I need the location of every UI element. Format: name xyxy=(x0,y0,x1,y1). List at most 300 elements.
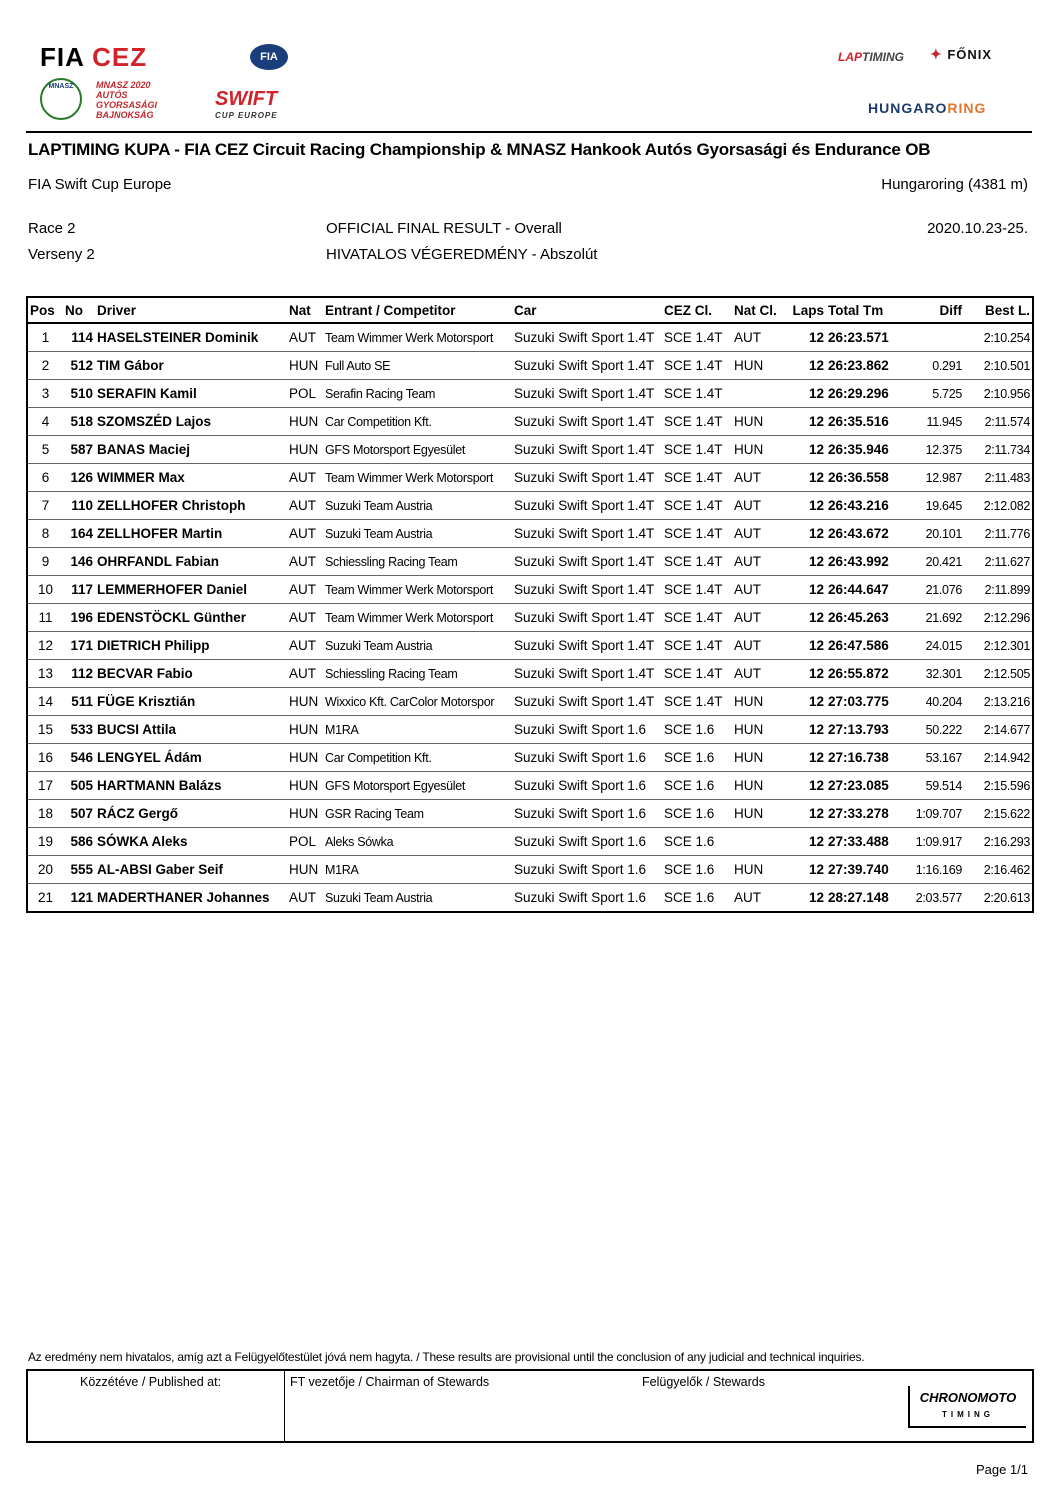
cell-diff: 20.421 xyxy=(898,548,964,576)
cell-car: Suzuki Swift Sport 1.4T xyxy=(512,323,662,352)
cell-nat-class: HUN xyxy=(732,408,788,436)
cell-no: 110 xyxy=(63,492,95,520)
cell-best-lap: 2:10.501 xyxy=(964,352,1033,380)
cell-driver: BUCSI Attila xyxy=(95,716,287,744)
cell-best-lap: 2:12.505 xyxy=(964,660,1033,688)
cell-no: 164 xyxy=(63,520,95,548)
cell-nat-class: HUN xyxy=(732,352,788,380)
cell-best-lap: 2:14.677 xyxy=(964,716,1033,744)
cell-diff: 1:16.169 xyxy=(898,856,964,884)
cell-best-lap: 2:11.627 xyxy=(964,548,1033,576)
table-row xyxy=(27,604,1033,632)
cell-total-time: 26:29.296 xyxy=(826,380,898,408)
track-name: Hungaroring (4381 m) xyxy=(881,176,1028,193)
cell-driver: DIETRICH Philipp xyxy=(95,632,287,660)
cell-laps: 12 xyxy=(788,352,826,380)
cell-diff: 0.291 xyxy=(898,352,964,380)
event-date: 2020.10.23-25. xyxy=(927,220,1028,237)
cell-no: 512 xyxy=(63,352,95,380)
cell-laps: 12 xyxy=(788,548,826,576)
cell-nat: AUT xyxy=(287,520,323,548)
cell-driver: ZELLHOFER Christoph xyxy=(95,492,287,520)
cell-laps: 12 xyxy=(788,884,826,913)
cell-nat-class: HUN xyxy=(732,772,788,800)
cell-pos: 12 xyxy=(27,632,63,660)
col-diff: Diff xyxy=(898,297,964,323)
cell-cez-class: SCE 1.6 xyxy=(662,800,732,828)
cell-entrant: Schiessling Racing Team xyxy=(323,660,512,688)
cell-pos: 14 xyxy=(27,688,63,716)
cell-no: 518 xyxy=(63,408,95,436)
cell-pos: 20 xyxy=(27,856,63,884)
page-number: Page 1/1 xyxy=(975,1462,1028,1477)
cell-nat: AUT xyxy=(287,548,323,576)
cell-car: Suzuki Swift Sport 1.6 xyxy=(512,884,662,913)
cell-diff: 19.645 xyxy=(898,492,964,520)
table-row xyxy=(27,884,1033,913)
cell-pos: 21 xyxy=(27,884,63,913)
cell-laps: 12 xyxy=(788,828,826,856)
cell-car: Suzuki Swift Sport 1.6 xyxy=(512,828,662,856)
cell-nat: AUT xyxy=(287,492,323,520)
table-row xyxy=(27,800,1033,828)
cell-total-time: 27:23.085 xyxy=(826,772,898,800)
cell-best-lap: 2:12.082 xyxy=(964,492,1033,520)
cell-best-lap: 2:11.899 xyxy=(964,576,1033,604)
cell-nat: AUT xyxy=(287,576,323,604)
cell-entrant: GFS Motorsport Egyesület xyxy=(323,772,512,800)
cell-best-lap: 2:15.622 xyxy=(964,800,1033,828)
cell-driver: FÜGE Krisztián xyxy=(95,688,287,716)
cell-total-time: 26:55.872 xyxy=(826,660,898,688)
cell-no: 196 xyxy=(63,604,95,632)
cell-entrant: Suzuki Team Austria xyxy=(323,632,512,660)
cell-no: 507 xyxy=(63,800,95,828)
col-cez-class: CEZ Cl. xyxy=(662,297,732,323)
cell-car: Suzuki Swift Sport 1.4T xyxy=(512,520,662,548)
col-best-lap: Best L. xyxy=(964,297,1033,323)
cell-cez-class: SCE 1.4T xyxy=(662,520,732,548)
cell-total-time: 26:43.672 xyxy=(826,520,898,548)
result-label-hu: HIVATALOS VÉGEREDMÉNY - Abszolút xyxy=(326,246,598,263)
col-car: Car xyxy=(512,297,662,323)
cell-nat: AUT xyxy=(287,464,323,492)
cell-cez-class: SCE 1.4T xyxy=(662,380,732,408)
cell-cez-class: SCE 1.6 xyxy=(662,856,732,884)
cell-total-time: 27:39.740 xyxy=(826,856,898,884)
cell-cez-class: SCE 1.4T xyxy=(662,632,732,660)
col-driver: Driver xyxy=(95,297,287,323)
cell-nat-class: AUT xyxy=(732,323,788,352)
cell-entrant: Car Competition Kft. xyxy=(323,744,512,772)
cell-best-lap: 2:14.942 xyxy=(964,744,1033,772)
cell-nat: HUN xyxy=(287,408,323,436)
cell-laps: 12 xyxy=(788,604,826,632)
series-name: FIA Swift Cup Europe xyxy=(28,176,172,193)
cell-laps: 12 xyxy=(788,323,826,352)
cell-driver: SERAFIN Kamil xyxy=(95,380,287,408)
cell-total-time: 28:27.148 xyxy=(826,884,898,913)
cell-driver: EDENSTÖCKL Günther xyxy=(95,604,287,632)
cell-diff: 40.204 xyxy=(898,688,964,716)
cell-total-time: 26:43.992 xyxy=(826,548,898,576)
cell-nat-class: AUT xyxy=(732,576,788,604)
cell-diff: 1:09.707 xyxy=(898,800,964,828)
cell-nat-class: AUT xyxy=(732,632,788,660)
cell-nat: AUT xyxy=(287,632,323,660)
cell-nat-class: AUT xyxy=(732,884,788,913)
cell-nat: AUT xyxy=(287,604,323,632)
cell-best-lap: 2:11.483 xyxy=(964,464,1033,492)
cell-pos: 3 xyxy=(27,380,63,408)
cell-cez-class: SCE 1.4T xyxy=(662,408,732,436)
cell-no: 126 xyxy=(63,464,95,492)
cell-diff: 12.375 xyxy=(898,436,964,464)
cell-pos: 15 xyxy=(27,716,63,744)
cell-entrant: Schiessling Racing Team xyxy=(323,548,512,576)
cell-car: Suzuki Swift Sport 1.6 xyxy=(512,800,662,828)
cell-pos: 8 xyxy=(27,520,63,548)
cell-driver: AL-ABSI Gaber Seif xyxy=(95,856,287,884)
table-row xyxy=(27,408,1033,436)
cell-no: 505 xyxy=(63,772,95,800)
cell-diff: 59.514 xyxy=(898,772,964,800)
cell-car: Suzuki Swift Sport 1.4T xyxy=(512,380,662,408)
cell-nat: POL xyxy=(287,828,323,856)
cell-no: 117 xyxy=(63,576,95,604)
table-row xyxy=(27,323,1033,352)
mnasz-logo: MNASZ xyxy=(40,78,82,120)
cell-car: Suzuki Swift Sport 1.4T xyxy=(512,688,662,716)
cell-entrant: Car Competition Kft. xyxy=(323,408,512,436)
cell-nat-class: AUT xyxy=(732,520,788,548)
cell-pos: 9 xyxy=(27,548,63,576)
cell-pos: 5 xyxy=(27,436,63,464)
cell-laps: 12 xyxy=(788,632,826,660)
cell-pos: 4 xyxy=(27,408,63,436)
cell-laps: 12 xyxy=(788,520,826,548)
table-row xyxy=(27,380,1033,408)
cell-diff: 53.167 xyxy=(898,744,964,772)
cell-entrant: Full Auto SE xyxy=(323,352,512,380)
table-row xyxy=(27,688,1033,716)
cell-nat-class: AUT xyxy=(732,492,788,520)
table-row xyxy=(27,772,1033,800)
cell-best-lap: 2:16.293 xyxy=(964,828,1033,856)
cell-pos: 1 xyxy=(27,323,63,352)
cell-pos: 13 xyxy=(27,660,63,688)
cell-entrant: Team Wimmer Werk Motorsport xyxy=(323,576,512,604)
cell-cez-class: SCE 1.4T xyxy=(662,576,732,604)
hungaroring-logo: HUNGARORING xyxy=(868,100,987,116)
cell-nat: HUN xyxy=(287,856,323,884)
cell-driver: WIMMER Max xyxy=(95,464,287,492)
cell-best-lap: 2:11.734 xyxy=(964,436,1033,464)
col-entrant: Entrant / Competitor xyxy=(323,297,512,323)
cell-driver: RÁCZ Gergő xyxy=(95,800,287,828)
cell-pos: 7 xyxy=(27,492,63,520)
cell-car: Suzuki Swift Sport 1.4T xyxy=(512,492,662,520)
cell-diff: 11.945 xyxy=(898,408,964,436)
published-at-label: Közzétéve / Published at: xyxy=(80,1375,222,1389)
cell-nat: AUT xyxy=(287,884,323,913)
disclaimer: Az eredmény nem hivatalos, amíg azt a Felügyelőtestület jóvá nem hagyta. / These results are provisional until the conclusion of any judicial and technical inquiries. xyxy=(28,1350,865,1364)
table-row xyxy=(27,492,1033,520)
cell-pos: 2 xyxy=(27,352,63,380)
table-header-row xyxy=(27,297,1033,323)
cell-entrant: Wixxico Kft. CarColor Motorspor xyxy=(323,688,512,716)
cell-nat: HUN xyxy=(287,772,323,800)
table-row xyxy=(27,744,1033,772)
cell-cez-class: SCE 1.6 xyxy=(662,716,732,744)
cell-car: Suzuki Swift Sport 1.6 xyxy=(512,716,662,744)
cell-diff: 21.692 xyxy=(898,604,964,632)
fia-logo: FIA xyxy=(250,44,288,70)
cell-nat-class: AUT xyxy=(732,464,788,492)
cell-driver: TIM Gábor xyxy=(95,352,287,380)
cell-diff xyxy=(898,323,964,352)
cell-pos: 16 xyxy=(27,744,63,772)
cell-cez-class: SCE 1.4T xyxy=(662,660,732,688)
cell-no: 587 xyxy=(63,436,95,464)
cell-pos: 18 xyxy=(27,800,63,828)
cell-driver: SÓWKA Aleks xyxy=(95,828,287,856)
autos-gyorsasagi-logo: MNASZ 2020 AUTÓS GYORSASÁGI BAJNOKSÁG xyxy=(96,80,158,120)
swift-cup-logo: SWIFT CUP EUROPE xyxy=(215,88,278,120)
cell-cez-class: SCE 1.4T xyxy=(662,688,732,716)
cell-pos: 17 xyxy=(27,772,63,800)
cell-laps: 12 xyxy=(788,408,826,436)
cell-nat-class: HUN xyxy=(732,856,788,884)
cell-diff: 5.725 xyxy=(898,380,964,408)
cell-total-time: 26:45.263 xyxy=(826,604,898,632)
cell-total-time: 26:23.862 xyxy=(826,352,898,380)
cell-nat-class: HUN xyxy=(732,688,788,716)
cell-driver: HARTMANN Balázs xyxy=(95,772,287,800)
cell-nat: AUT xyxy=(287,323,323,352)
cell-cez-class: SCE 1.4T xyxy=(662,464,732,492)
cell-entrant: M1RA xyxy=(323,716,512,744)
cell-nat-class: AUT xyxy=(732,548,788,576)
cell-nat-class: HUN xyxy=(732,716,788,744)
cell-laps: 12 xyxy=(788,856,826,884)
cell-nat-class: HUN xyxy=(732,744,788,772)
cell-laps: 12 xyxy=(788,716,826,744)
cell-laps: 12 xyxy=(788,436,826,464)
cell-diff: 1:09.917 xyxy=(898,828,964,856)
cell-diff: 32.301 xyxy=(898,660,964,688)
cell-cez-class: SCE 1.4T xyxy=(662,352,732,380)
cell-laps: 12 xyxy=(788,464,826,492)
cell-pos: 6 xyxy=(27,464,63,492)
cell-car: Suzuki Swift Sport 1.4T xyxy=(512,576,662,604)
stewards-label: Felügyelők / Stewards xyxy=(642,1375,765,1389)
cell-no: 511 xyxy=(63,688,95,716)
cell-no: 171 xyxy=(63,632,95,660)
cell-no: 112 xyxy=(63,660,95,688)
cell-nat: AUT xyxy=(287,660,323,688)
cell-nat-class xyxy=(732,828,788,856)
cell-no: 586 xyxy=(63,828,95,856)
fia-cez-logo: FIA CEZ xyxy=(40,42,148,72)
cell-no: 114 xyxy=(63,323,95,352)
cell-total-time: 27:13.793 xyxy=(826,716,898,744)
cell-entrant: Team Wimmer Werk Motorsport xyxy=(323,604,512,632)
cell-best-lap: 2:12.301 xyxy=(964,632,1033,660)
cell-entrant: Suzuki Team Austria xyxy=(323,520,512,548)
col-pos: Pos xyxy=(27,297,63,323)
cell-diff: 2:03.577 xyxy=(898,884,964,913)
cell-diff: 24.015 xyxy=(898,632,964,660)
cell-pos: 10 xyxy=(27,576,63,604)
cell-no: 533 xyxy=(63,716,95,744)
cell-driver: HASELSTEINER Dominik xyxy=(95,323,287,352)
cell-driver: LEMMERHOFER Daniel xyxy=(95,576,287,604)
cell-laps: 12 xyxy=(788,660,826,688)
col-nat: Nat xyxy=(287,297,323,323)
table-row xyxy=(27,352,1033,380)
cell-diff: 12.987 xyxy=(898,464,964,492)
cell-car: Suzuki Swift Sport 1.4T xyxy=(512,436,662,464)
cell-cez-class: SCE 1.4T xyxy=(662,323,732,352)
cell-laps: 12 xyxy=(788,772,826,800)
cell-cez-class: SCE 1.4T xyxy=(662,548,732,576)
table-row xyxy=(27,576,1033,604)
cell-nat: HUN xyxy=(287,352,323,380)
cell-no: 146 xyxy=(63,548,95,576)
bird-icon: ✦ xyxy=(930,46,943,62)
cell-entrant: Team Wimmer Werk Motorsport xyxy=(323,464,512,492)
header-rule xyxy=(26,131,1032,133)
cell-best-lap: 2:10.956 xyxy=(964,380,1033,408)
cell-laps: 12 xyxy=(788,800,826,828)
fonix-logo: ✦ FŐNIX xyxy=(930,46,993,62)
cell-entrant: Suzuki Team Austria xyxy=(323,884,512,913)
cell-nat-class: HUN xyxy=(732,800,788,828)
cell-driver: SZOMSZÉD Lajos xyxy=(95,408,287,436)
cell-car: Suzuki Swift Sport 1.4T xyxy=(512,352,662,380)
cell-no: 555 xyxy=(63,856,95,884)
cell-nat: HUN xyxy=(287,744,323,772)
cell-diff: 20.101 xyxy=(898,520,964,548)
cell-cez-class: SCE 1.6 xyxy=(662,744,732,772)
chairman-label: FT vezetője / Chairman of Stewards xyxy=(290,1375,490,1389)
cell-no: 546 xyxy=(63,744,95,772)
cell-total-time: 27:33.488 xyxy=(826,828,898,856)
cell-best-lap: 2:15.596 xyxy=(964,772,1033,800)
cell-total-time: 27:16.738 xyxy=(826,744,898,772)
cell-car: Suzuki Swift Sport 1.4T xyxy=(512,548,662,576)
cell-total-time: 27:33.278 xyxy=(826,800,898,828)
cell-nat: HUN xyxy=(287,800,323,828)
cell-driver: BANAS Maciej xyxy=(95,436,287,464)
result-label-en: OFFICIAL FINAL RESULT - Overall xyxy=(326,220,562,237)
cell-nat: POL xyxy=(287,380,323,408)
cell-car: Suzuki Swift Sport 1.4T xyxy=(512,408,662,436)
cell-car: Suzuki Swift Sport 1.4T xyxy=(512,464,662,492)
cell-best-lap: 2:16.462 xyxy=(964,856,1033,884)
cell-pos: 19 xyxy=(27,828,63,856)
cell-best-lap: 2:20.613 xyxy=(964,884,1033,913)
cell-car: Suzuki Swift Sport 1.6 xyxy=(512,856,662,884)
cell-entrant: Serafin Racing Team xyxy=(323,380,512,408)
cell-nat-class: AUT xyxy=(732,604,788,632)
table-row xyxy=(27,856,1033,884)
col-no: No xyxy=(63,297,95,323)
cell-cez-class: SCE 1.6 xyxy=(662,884,732,913)
table-row xyxy=(27,716,1033,744)
cell-total-time: 26:23.571 xyxy=(826,323,898,352)
cell-no: 121 xyxy=(63,884,95,913)
cell-total-time: 26:36.558 xyxy=(826,464,898,492)
cell-laps: 12 xyxy=(788,380,826,408)
cell-nat: HUN xyxy=(287,688,323,716)
cell-diff: 21.076 xyxy=(898,576,964,604)
cell-best-lap: 2:11.574 xyxy=(964,408,1033,436)
cell-driver: LENGYEL Ádám xyxy=(95,744,287,772)
cell-driver: BECVAR Fabio xyxy=(95,660,287,688)
cell-nat-class xyxy=(732,380,788,408)
table-row xyxy=(27,464,1033,492)
cell-best-lap: 2:13.216 xyxy=(964,688,1033,716)
cell-cez-class: SCE 1.4T xyxy=(662,436,732,464)
table-row xyxy=(27,828,1033,856)
table-row xyxy=(27,436,1033,464)
cell-driver: OHRFANDL Fabian xyxy=(95,548,287,576)
cell-car: Suzuki Swift Sport 1.4T xyxy=(512,604,662,632)
cell-best-lap: 2:10.254 xyxy=(964,323,1033,352)
cell-total-time: 26:35.946 xyxy=(826,436,898,464)
race-label-hu: Verseny 2 xyxy=(28,246,95,263)
page-title: LAPTIMING KUPA - FIA CEZ Circuit Racing Championship & MNASZ Hankook Autós Gyorsasági és Endurance OB xyxy=(28,140,931,159)
cell-entrant: GSR Racing Team xyxy=(323,800,512,828)
cell-best-lap: 2:11.776 xyxy=(964,520,1033,548)
cell-laps: 12 xyxy=(788,688,826,716)
cell-total-time: 26:35.516 xyxy=(826,408,898,436)
laptiming-logo: LAPTIMING xyxy=(838,50,904,64)
cell-car: Suzuki Swift Sport 1.4T xyxy=(512,660,662,688)
table-row xyxy=(27,660,1033,688)
chronomoto-logo: CHRONOMOTO TIMING xyxy=(908,1386,1026,1428)
table-row xyxy=(27,632,1033,660)
cell-nat: HUN xyxy=(287,436,323,464)
cell-best-lap: 2:12.296 xyxy=(964,604,1033,632)
cell-total-time: 26:47.586 xyxy=(826,632,898,660)
race-label-en: Race 2 xyxy=(28,220,76,237)
col-total-time: Total Tm xyxy=(826,297,898,323)
results-table xyxy=(26,296,1034,913)
cell-cez-class: SCE 1.6 xyxy=(662,772,732,800)
cell-entrant: GFS Motorsport Egyesület xyxy=(323,436,512,464)
cell-laps: 12 xyxy=(788,744,826,772)
cell-pos: 11 xyxy=(27,604,63,632)
cell-entrant: Team Wimmer Werk Motorsport xyxy=(323,323,512,352)
cell-no: 510 xyxy=(63,380,95,408)
cell-laps: 12 xyxy=(788,492,826,520)
cell-cez-class: SCE 1.6 xyxy=(662,828,732,856)
cell-total-time: 26:43.216 xyxy=(826,492,898,520)
cell-car: Suzuki Swift Sport 1.4T xyxy=(512,632,662,660)
cell-laps: 12 xyxy=(788,576,826,604)
table-row xyxy=(27,520,1033,548)
cell-diff: 50.222 xyxy=(898,716,964,744)
cell-car: Suzuki Swift Sport 1.6 xyxy=(512,772,662,800)
cell-entrant: M1RA xyxy=(323,856,512,884)
table-row xyxy=(27,548,1033,576)
cell-driver: MADERTHANER Johannes xyxy=(95,884,287,913)
cell-cez-class: SCE 1.4T xyxy=(662,604,732,632)
cell-car: Suzuki Swift Sport 1.6 xyxy=(512,744,662,772)
